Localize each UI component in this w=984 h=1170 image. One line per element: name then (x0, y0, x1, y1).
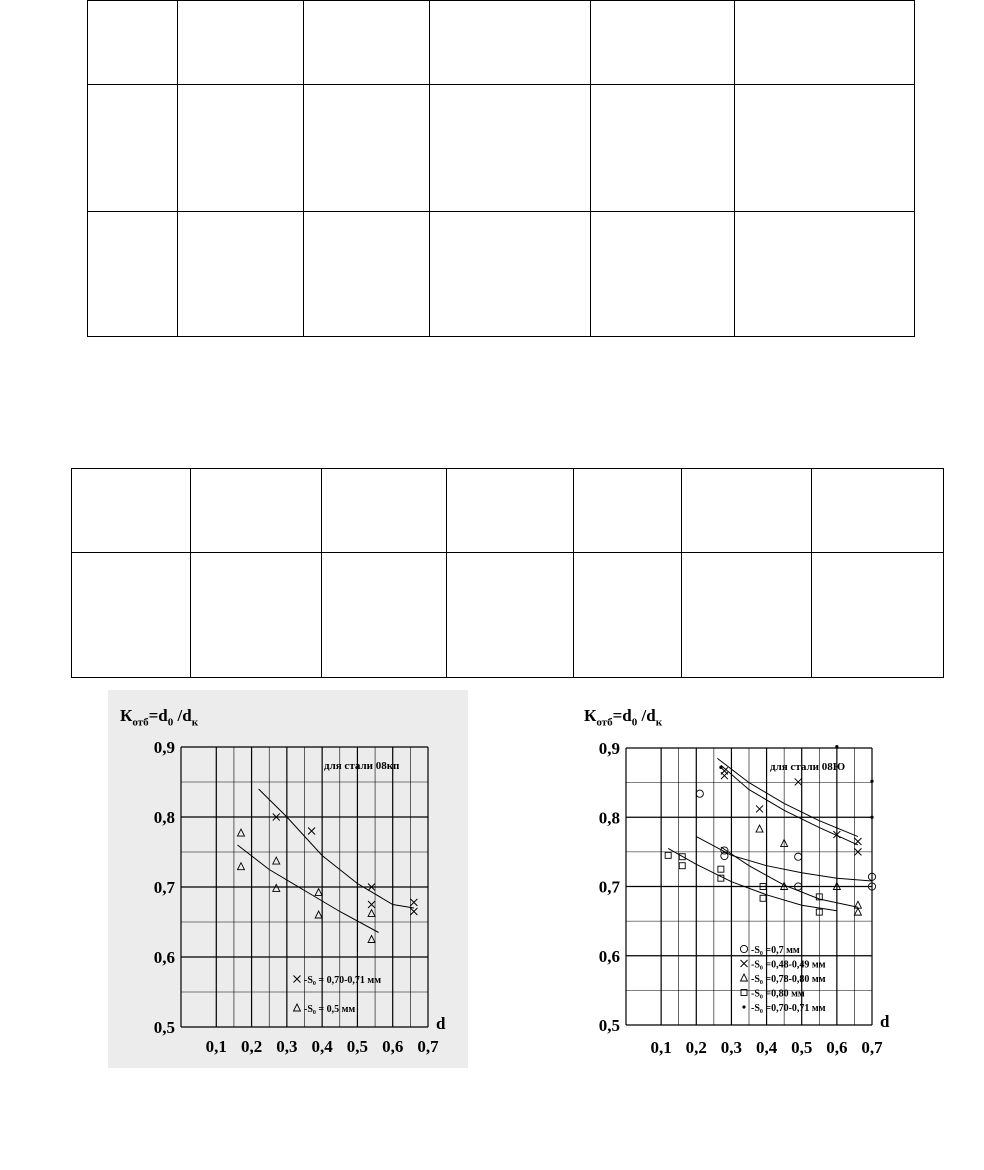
data-point (795, 778, 802, 785)
data-point (273, 884, 280, 891)
table-cell (682, 553, 812, 678)
table-cell (178, 85, 304, 212)
x-tick-label: 0,1 (205, 1037, 227, 1056)
trend-line (668, 848, 837, 910)
data-point (719, 766, 722, 769)
data-point (237, 829, 244, 836)
table-cell (735, 212, 915, 337)
data-point (315, 911, 322, 918)
x-axis-label: d (880, 1012, 890, 1031)
chart-08yu-plot (560, 690, 890, 1068)
data-point (665, 852, 671, 858)
table-cell (88, 85, 178, 212)
table-row (88, 1, 915, 85)
data-point (368, 936, 375, 943)
table-cell (574, 469, 682, 553)
x-tick-label: 0,5 (346, 1037, 369, 1056)
table-cell (178, 1, 304, 85)
table-row (88, 212, 915, 337)
chart-08kp (108, 690, 468, 1068)
y-tick-label: 0,8 (598, 808, 620, 828)
table-cell (322, 469, 447, 553)
y-axis-title: $К_{отб}=d_0$ $/d_к$ (584, 706, 663, 729)
table-cell (447, 553, 574, 678)
table-cell (72, 469, 191, 553)
data-point (237, 863, 244, 870)
table-cell (812, 469, 944, 553)
legend-marker (742, 1005, 745, 1008)
legend-entry: -S₀ =0,48-0,49 мм (751, 959, 826, 971)
x-tick-label: 0,2 (240, 1037, 263, 1056)
data-point (315, 889, 322, 896)
x-tick-label: 0,2 (685, 1038, 707, 1057)
table-cell (72, 553, 191, 678)
data-point (273, 857, 280, 864)
x-tick-label: 0,6 (382, 1037, 404, 1056)
x-tick-label: 0,5 (791, 1038, 813, 1057)
legend-entry: -S₀ = 0,70-0,71 мм (304, 975, 382, 986)
x-tick-label: 0,3 (720, 1038, 743, 1057)
data-point (679, 863, 685, 869)
x-tick-label: 0,4 (755, 1038, 778, 1057)
legend-marker (740, 945, 747, 952)
table-cell (574, 553, 682, 678)
y-tick-label: 0,6 (598, 946, 620, 966)
data-point (696, 790, 703, 797)
data-point (410, 908, 417, 915)
data-point (854, 838, 861, 845)
table-cell (430, 1, 591, 85)
data-point (368, 901, 375, 908)
table-cell (322, 553, 447, 678)
x-axis-label: d (436, 1014, 446, 1033)
table-row (72, 469, 944, 553)
x-tick-label: 0,6 (826, 1038, 848, 1057)
y-axis-title: $К_{отб}=d_0$ $/d_к$ (120, 706, 199, 729)
y-tick-label: 0,9 (153, 738, 175, 757)
legend-entry: -S₀ =0,70-0,71 мм (751, 1003, 826, 1014)
legend-entry: -S₀ = 0,5 мм (304, 1004, 356, 1015)
chart-annotation: для стали 08Ю (770, 761, 846, 773)
data-point (795, 853, 802, 860)
data-point (756, 805, 763, 812)
data-point (870, 816, 873, 819)
y-tick-label: 0,6 (153, 948, 175, 967)
table-cell (304, 1, 430, 85)
chart-08kp-plot (108, 690, 468, 1068)
table-2 (71, 468, 944, 678)
table-cell (191, 553, 322, 678)
x-tick-label: 0,4 (311, 1037, 333, 1056)
legend-entry: -S₀ =0,80 мм (751, 988, 805, 1000)
data-point (721, 772, 728, 779)
x-tick-label: 0,1 (650, 1038, 672, 1057)
y-tick-label: 0,8 (153, 808, 175, 827)
data-point (718, 866, 724, 872)
y-tick-label: 0,9 (598, 739, 620, 758)
legend-entry: -S₀ =0,7 мм (751, 945, 800, 956)
data-point (854, 908, 861, 915)
y-tick-label: 0,7 (153, 878, 175, 897)
table-cell (447, 469, 574, 553)
table-cell (591, 1, 735, 85)
chart-annotation: для стали 08кп (324, 760, 400, 772)
table-cell (88, 212, 178, 337)
legend-marker (741, 960, 748, 967)
table-cell (591, 212, 735, 337)
table-row (72, 553, 944, 678)
table-cell (88, 1, 178, 85)
table-cell (430, 85, 591, 212)
table-cell (304, 212, 430, 337)
legend-marker (741, 974, 748, 981)
data-point (760, 895, 766, 901)
x-tick-label: 0,7 (861, 1038, 883, 1057)
legend-entry: -S₀ =0,78-0,80 мм (751, 974, 826, 985)
y-tick-label: 0,7 (598, 877, 620, 897)
legend-marker (294, 1004, 301, 1011)
table-cell (735, 1, 915, 85)
legend (294, 975, 382, 1015)
data-point (870, 780, 873, 783)
chart-08yu (560, 690, 890, 1068)
table-cell (191, 469, 322, 553)
table-1 (87, 0, 915, 337)
data-point (721, 852, 728, 859)
data-point (410, 899, 417, 906)
trend-line (259, 789, 414, 908)
data-point (835, 745, 838, 748)
data-point (368, 910, 375, 917)
table-cell (304, 85, 430, 212)
y-tick-label: 0,5 (598, 1016, 620, 1035)
legend-marker (294, 976, 301, 983)
data-point (308, 828, 315, 835)
x-tick-label: 0,7 (417, 1037, 439, 1056)
data-point (756, 825, 763, 832)
table-cell (812, 553, 944, 678)
y-tick-label: 0,5 (153, 1018, 175, 1037)
table-cell (682, 469, 812, 553)
table-cell (178, 212, 304, 337)
table-cell (430, 212, 591, 337)
table-row (88, 85, 915, 212)
x-tick-label: 0,3 (276, 1037, 298, 1056)
table-cell (735, 85, 915, 212)
table-cell (591, 85, 735, 212)
